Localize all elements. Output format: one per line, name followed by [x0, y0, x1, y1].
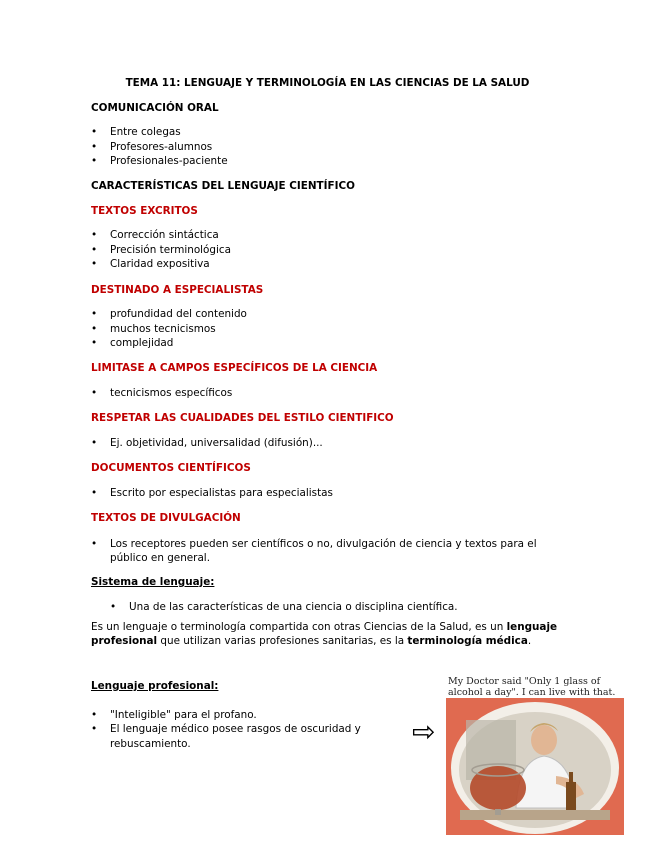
paragraph-text: . [527, 635, 532, 648]
list-divulgacion [91, 537, 561, 566]
list-item: • muchos tecnicismos [91, 322, 247, 337]
list-item: • Precisión terminológica [91, 243, 231, 258]
list-item: • El lenguaje médico posee rasgos de oscuridad y rebuscamiento. [91, 722, 386, 751]
list-item: • Claridad expositiva [91, 257, 231, 272]
illustration-caption [448, 676, 638, 698]
list-item: • profundidad del contenido [91, 307, 247, 322]
heading-respetar: RESPETAR LAS CUALIDADES DEL ESTILO CIENTIFICO [91, 412, 394, 424]
right-arrow-icon: ⇨ [412, 715, 436, 748]
heading-divulgacion: TEXTOS DE DIVULGACIÓN [91, 512, 241, 524]
illustration-bottle [566, 782, 576, 810]
list-item: • Escrito por especialistas para especialistas [91, 486, 333, 501]
heading-caracteristicas: CARACTERÍSTICAS DEL LENGUAJE CIENTÍFICO [91, 180, 355, 192]
list-item: • Ej. objetividad, universalidad (difusión)... [91, 436, 323, 451]
illustration-table [460, 810, 610, 820]
doctor-joke-illustration [446, 698, 624, 835]
heading-comunicacion-oral: COMUNICACIÓN ORAL [91, 102, 219, 114]
list-item: • Los receptores pueden ser científicos o no, divulgación de ciencia y textos para el público en general. [91, 537, 561, 566]
heading-sistema-lenguaje: Sistema de lenguaje: [91, 576, 215, 588]
list-item: • complejidad [91, 336, 247, 351]
illustration-bottle-neck [569, 772, 573, 783]
paragraph-bold-term: lenguaje profesional [91, 621, 558, 648]
list-lenguaje-profesional [91, 708, 386, 751]
illustration-glass-stem [495, 809, 501, 815]
heading-documentos: DOCUMENTOS CIENTÍFICOS [91, 462, 251, 474]
list-limitase [91, 386, 232, 401]
heading-textos-escritos: TEXTOS EXCRITOS [91, 205, 198, 217]
list-item: • "Inteligible" para el profano. [91, 708, 386, 722]
paragraph-bold-term: terminología médica [407, 635, 528, 648]
list-item: • Profesionales-paciente [91, 154, 228, 169]
heading-lenguaje-profesional: Lenguaje profesional: [91, 680, 219, 692]
caption-line: alcohol a day". I can live with that. [448, 687, 616, 698]
list-item: • Una de las características de una ciencia o disciplina científica. [110, 600, 458, 615]
list-respetar [91, 436, 323, 451]
list-item: • Profesores-alumnos [91, 140, 228, 155]
list-item: • tecnicismos específicos [91, 386, 232, 401]
list-documentos [91, 486, 333, 501]
list-item: • Corrección sintáctica [91, 228, 231, 243]
illustration-wine-glass [470, 766, 526, 810]
list-destinado [91, 307, 247, 351]
illustration-person-head [531, 725, 557, 755]
heading-limitase: LIMITASE A CAMPOS ESPECÍFICOS DE LA CIENCIA [91, 362, 378, 374]
paragraph-text: que utilizan varias profesiones sanitarias, es la [157, 635, 408, 648]
paragraph-text: Es un lenguaje o terminología compartida con otras Ciencias de la Salud, es un [91, 621, 507, 633]
paragraph-terminologia [91, 620, 561, 649]
list-sistema-lenguaje [110, 600, 458, 615]
list-comunicacion-oral [91, 125, 228, 169]
page-title: TEMA 11: LENGUAJE Y TERMINOLOGÍA EN LAS CIENCIAS DE LA SALUD [125, 77, 530, 89]
list-textos-escritos [91, 228, 231, 272]
list-item: • Entre colegas [91, 125, 228, 140]
caption-line: My Doctor said "Only 1 glass of [448, 676, 601, 687]
heading-destinado: DESTINADO A ESPECIALISTAS [91, 284, 264, 296]
